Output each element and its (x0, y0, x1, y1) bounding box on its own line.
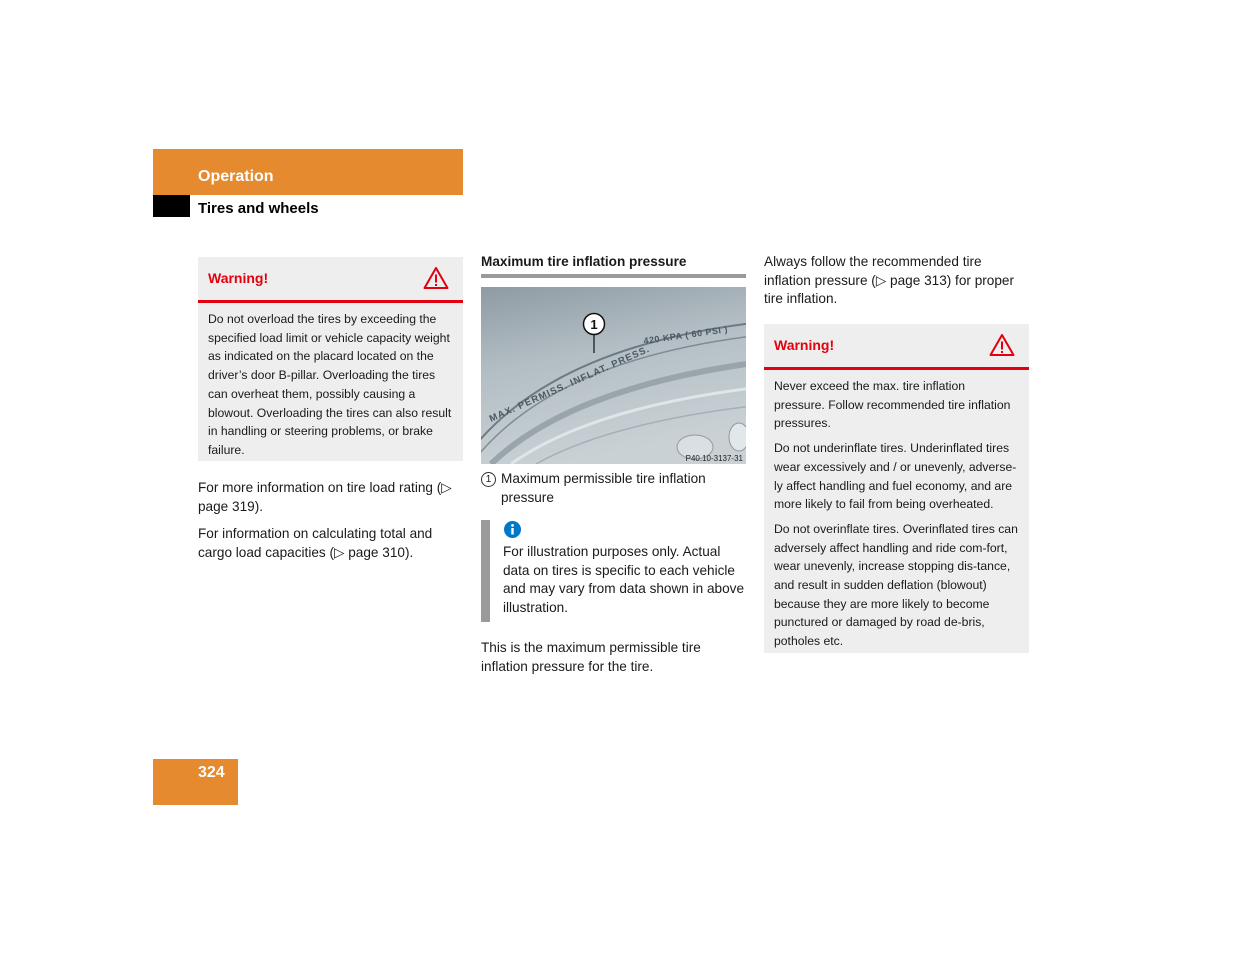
image-code: P40.10-3137-31 (685, 454, 743, 463)
info-bar (481, 520, 490, 622)
warning-label: Warning! (774, 337, 835, 353)
warning-text: Do not overload the tires by exceeding the specified load limit or vehicle capacity weight as indicated on the placard located on the driver’s door B-pillar. Overloading the tires can overheat them, possibly causing a blowout. Overloading the tires can also result in handling or steering problems, or brake failure. (208, 312, 452, 457)
subsection-marker (153, 195, 190, 217)
load-capacity-paragraph: For information on calculating total and cargo load capacities (▷ page 310). (198, 526, 433, 560)
warning-body (764, 370, 1029, 660)
load-rating-paragraph: For more information on tire load rating (▷ page 319). (198, 480, 452, 514)
caption-text: Maximum permissible tire inflation pressure (501, 471, 706, 505)
max-pressure-paragraph: This is the maximum permissible tire inflation pressure for the tire. (481, 640, 701, 674)
info-icon (504, 521, 521, 538)
tire-sidewall-image (481, 287, 746, 464)
left-paragraphs (198, 479, 463, 570)
warning-text-overinflate: Do not overinflate tires. Overinflated tires can adversely affect handling and ride com-fort, wear unevenly, increase stopping dis-tance, and result in sudden deflation (blowout) because they are more likely to become punctured or damaged by road de-bris, potholes etc. (774, 521, 1018, 649)
page-number-box (153, 759, 238, 805)
image-callout: 1 (590, 317, 598, 332)
warning-header (198, 257, 463, 303)
warning-box-inflation (764, 324, 1029, 653)
section-heading: Maximum tire inflation pressure (481, 254, 746, 278)
warning-header (764, 324, 1029, 370)
page-number: 324 (198, 764, 225, 781)
warning-triangle-icon (423, 266, 449, 290)
warning-box-overload (198, 257, 463, 461)
warning-body (198, 303, 463, 469)
warning-label: Warning! (208, 270, 269, 286)
warning-text-underinflate: Do not underinflate tires. Underinflated tires wear excessively and / or unevenly, adverse-ly affect handling and fuel economy, and are more likely to fail from being overheated. (774, 441, 1017, 512)
warning-text-max: Never exceed the max. tire inflation pressure. Follow recommended tire inflation pressures. (774, 379, 1011, 431)
info-note (481, 520, 746, 622)
sidewall-text: MAX. PERMISS. INFLAT. PRESS. (487, 343, 652, 425)
warning-triangle-icon (989, 333, 1015, 357)
caption-number: 1 (481, 472, 496, 487)
image-caption (481, 469, 746, 507)
section-title: Operation (198, 168, 274, 185)
info-text: For illustration purposes only. Actual data on tires is specific to each vehicle and may vary from data shown in above illustration. (503, 544, 745, 615)
subsection-title: Tires and wheels (198, 200, 319, 217)
follow-pressure-paragraph: Always follow the recommended tire inflation pressure (▷ page 313) for proper tire inflation. (764, 254, 1014, 306)
pressure-text: 420 KPA ( 60 PSI ) (642, 324, 729, 346)
